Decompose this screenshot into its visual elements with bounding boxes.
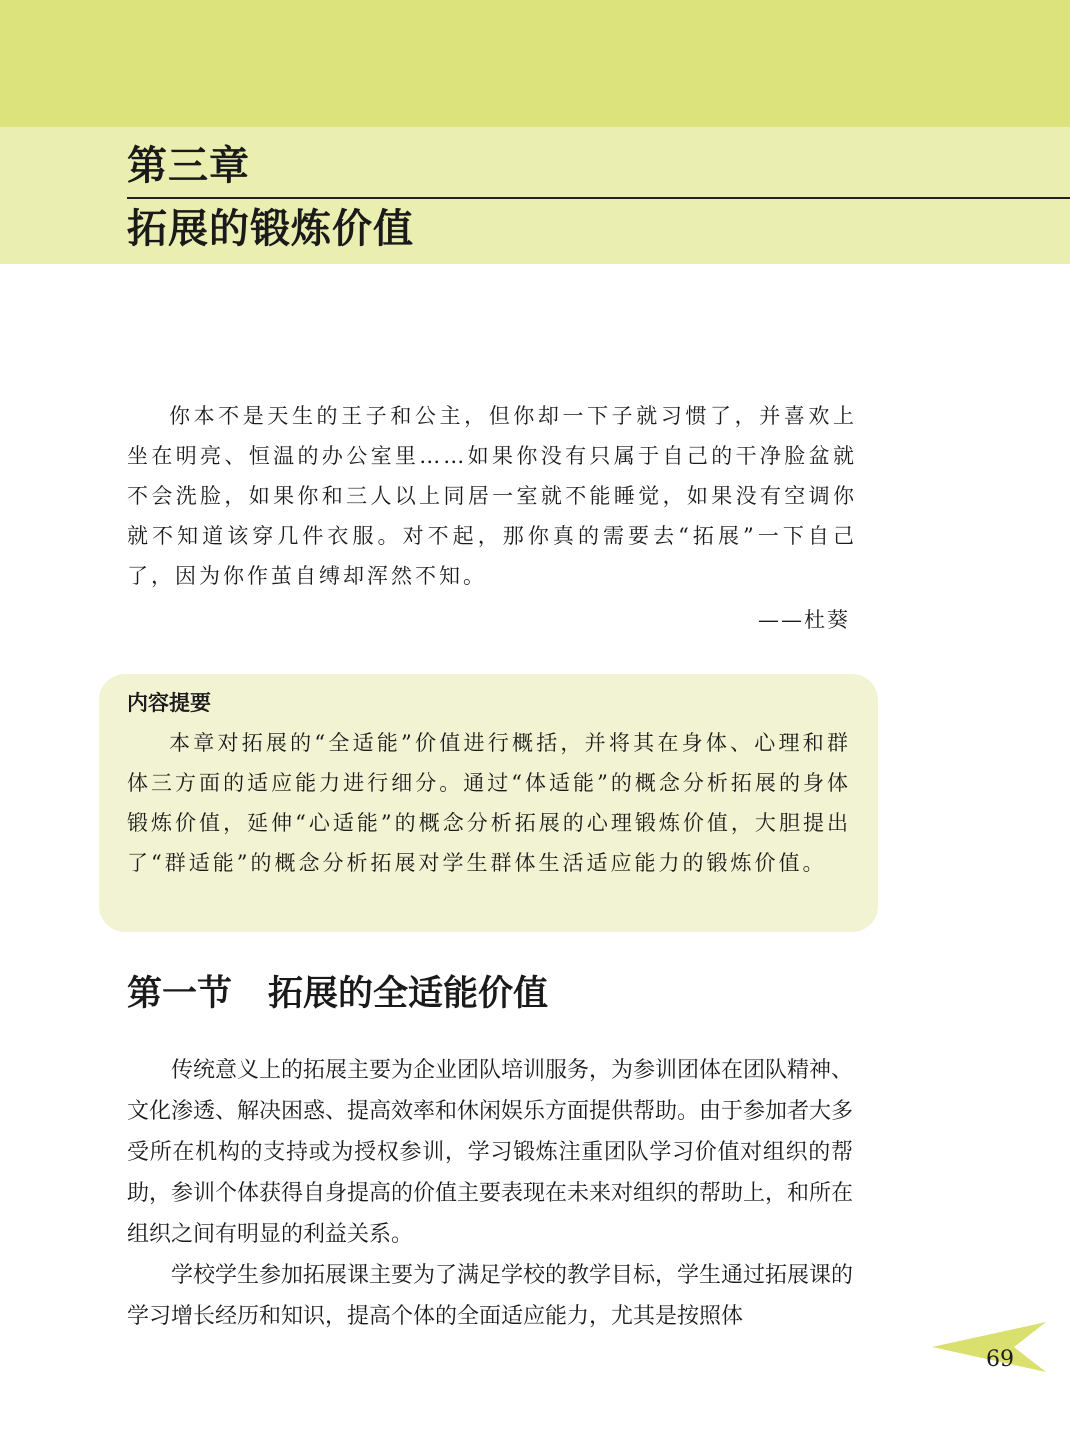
- header-band: [0, 0, 1070, 127]
- epigraph-text: 你本不是天生的王子和公主，但你却一下子就习惯了，并喜欢上坐在明亮、恒温的办公室里……如果你没有只属于自己的干净脸盆就不会洗脸，如果你和三人以上同居一室就不能睡觉，如果没有空调你就不知道该穿几件衣服。对不起，那你真的需要去“拓展”一下自己了，因为你作茧自缚却浑然不知。: [127, 404, 857, 588]
- epigraph: [127, 396, 857, 596]
- summary-body: [127, 723, 851, 883]
- summary-heading: 内容提要: [127, 690, 211, 715]
- section-heading: [127, 968, 548, 1020]
- section-title: 拓展的全适能价值: [268, 973, 549, 1014]
- chapter-divider: [127, 197, 1070, 199]
- page-number: 69: [986, 1347, 1014, 1372]
- chapter-title: 拓展的锻炼价值: [127, 205, 414, 252]
- chapter-number: 第三章: [127, 142, 250, 189]
- section-number: 第一节: [127, 973, 233, 1014]
- body-text: [127, 1050, 853, 1337]
- body-paragraph: 学校学生参加拓展课主要为了满足学校的教学目标，学生通过拓展课的学习增长经历和知识，提高个体的全面适应能力，尤其是按照体: [127, 1263, 854, 1329]
- epigraph-author: ——杜葵: [758, 608, 850, 632]
- summary-text: 本章对拓展的“全适能”价值进行概括，并将其在身体、心理和群体三方面的适应能力进行细分。通过“体适能”的概念分析拓展的身体锻炼价值，延伸“心适能”的概念分析拓展的心理锻炼价值，大胆提出了“群适能”的概念分析拓展对学生群体生活适应能力的锻炼价值。: [127, 731, 851, 875]
- body-paragraph: 传统意义上的拓展主要为企业团队培训服务，为参训团体在团队精神、文化渗透、解决困惑、提高效率和休闲娱乐方面提供帮助。由于参加者大多受所在机构的支持或为授权参训，学习锻炼注重团队学习价值对组织的帮助，参训个体获得自身提高的价值主要表现在未来对组织的帮助上，和所在组织之间有明显的利益关系。: [127, 1058, 854, 1247]
